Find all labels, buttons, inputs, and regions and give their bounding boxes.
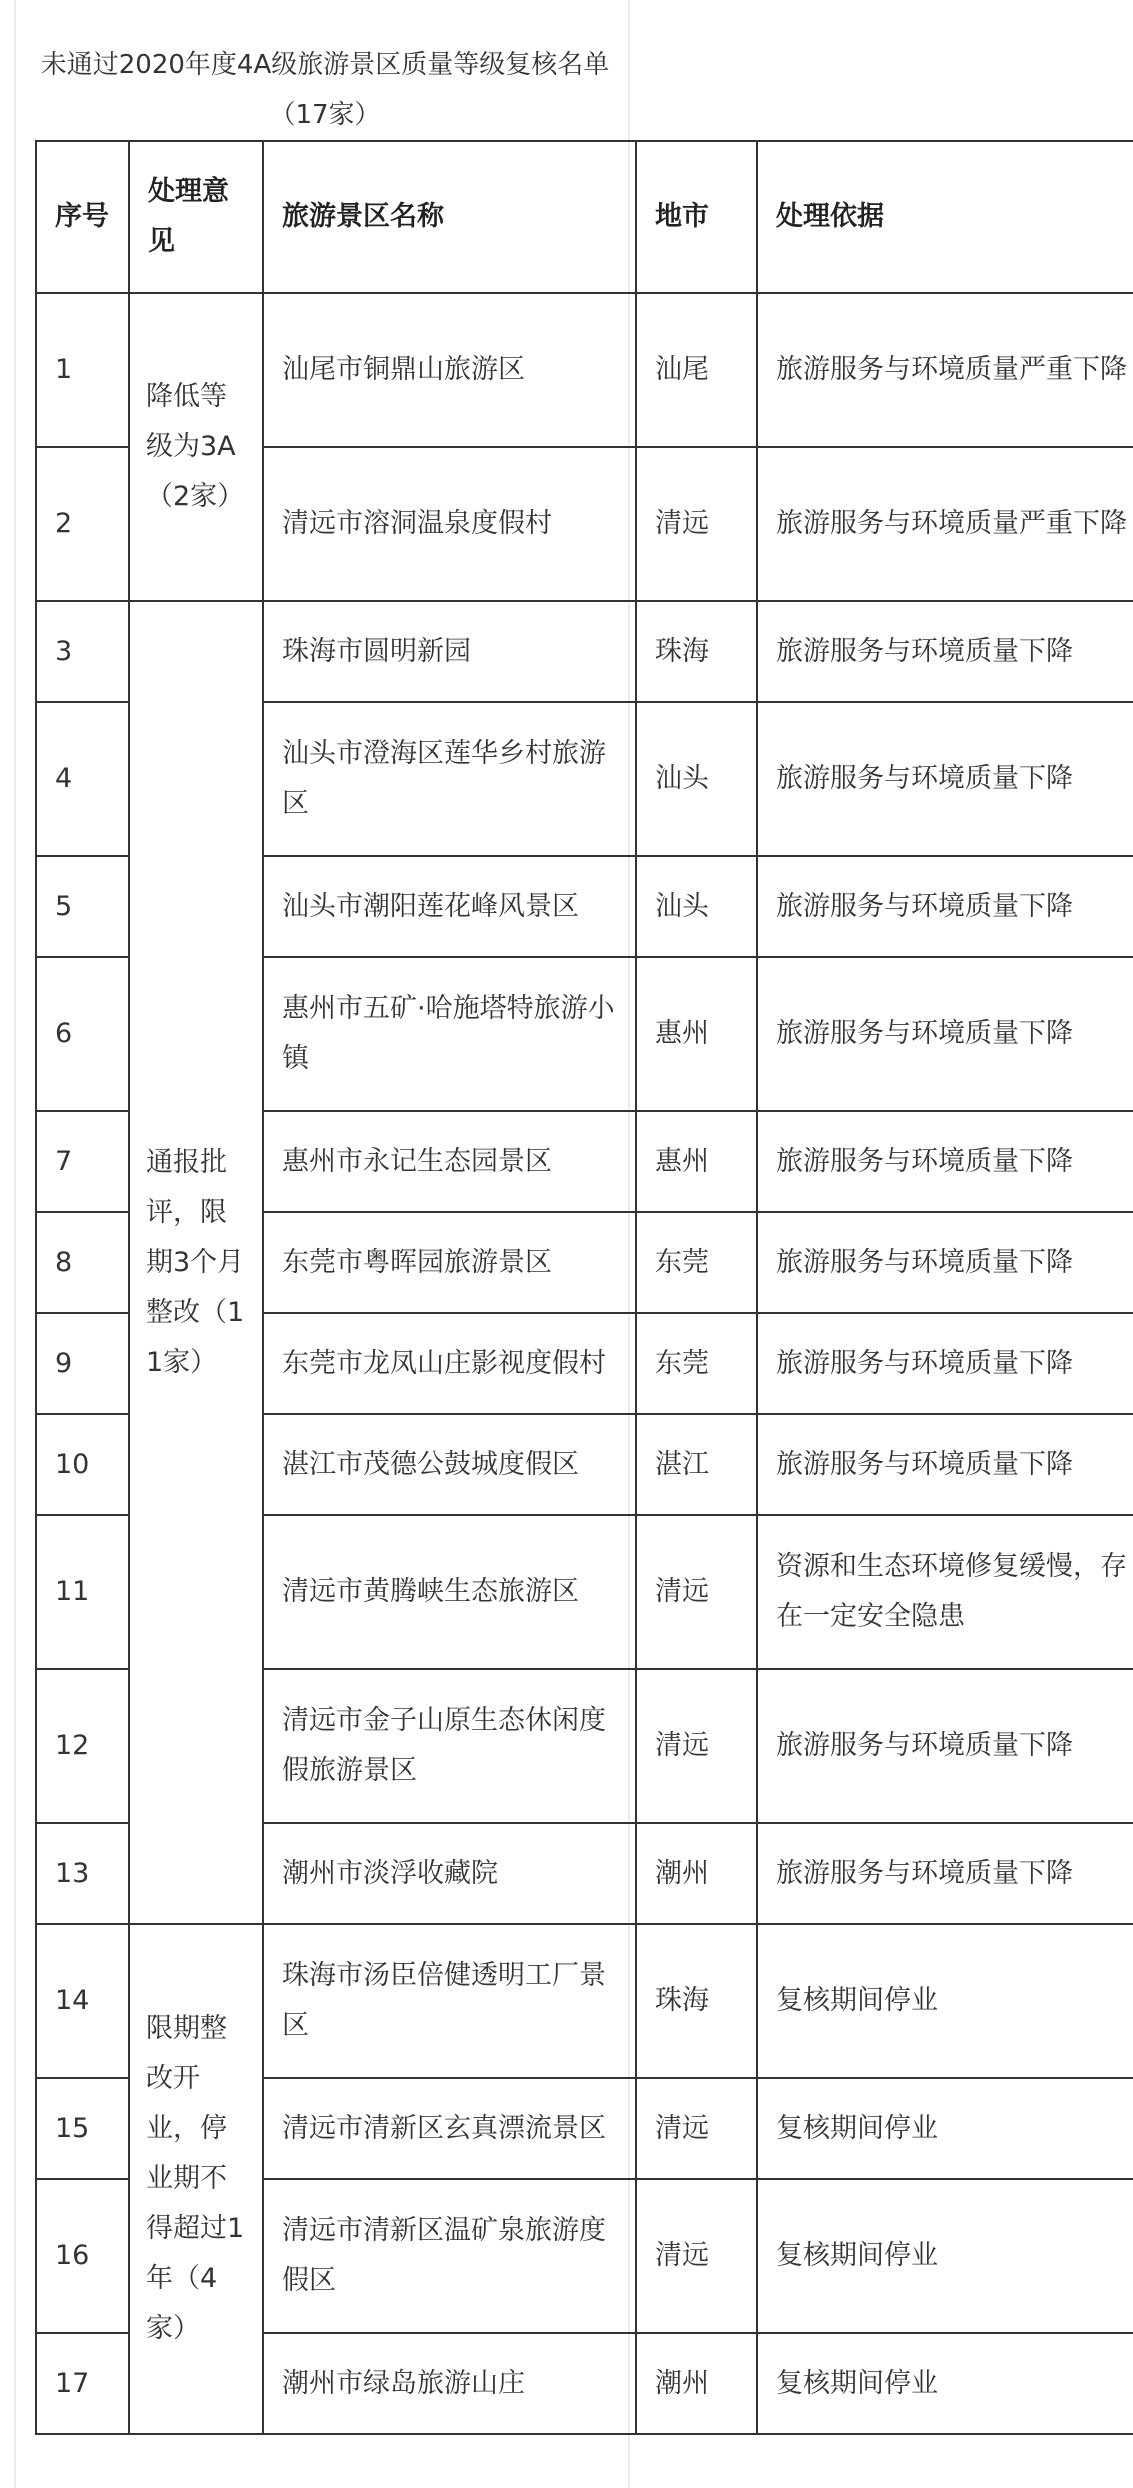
row-basis: 旅游服务与环境质量下降 <box>757 856 1133 957</box>
row-basis: 旅游服务与环境质量下降 <box>757 1669 1133 1823</box>
row-seq: 14 <box>36 1924 129 2078</box>
row-basis: 复核期间停业 <box>757 1924 1133 2078</box>
row-name: 潮州市淡浮收藏院 <box>263 1823 636 1924</box>
header-seq: 序号 <box>36 141 129 293</box>
row-basis: 复核期间停业 <box>757 2078 1133 2179</box>
row-seq: 6 <box>36 957 129 1111</box>
row-city: 汕头 <box>636 856 757 957</box>
left-divider <box>14 0 16 2488</box>
group-opinion: 降低等级为3A（2家） <box>129 293 263 601</box>
row-seq: 3 <box>36 601 129 702</box>
row-seq: 11 <box>36 1515 129 1669</box>
group-opinion: 通报批评，限期3个月整改（11家） <box>129 601 263 1924</box>
row-basis: 复核期间停业 <box>757 2333 1133 2434</box>
row-seq: 13 <box>36 1823 129 1924</box>
row-name: 惠州市永记生态园景区 <box>263 1111 636 1212</box>
row-name: 清远市金子山原生态休闲度假旅游景区 <box>263 1669 636 1823</box>
row-city: 惠州 <box>636 957 757 1111</box>
row-basis: 旅游服务与环境质量严重下降 <box>757 293 1133 447</box>
row-city: 珠海 <box>636 1924 757 2078</box>
row-name: 东莞市龙凤山庄影视度假村 <box>263 1313 636 1414</box>
row-seq: 5 <box>36 856 129 957</box>
row-seq: 17 <box>36 2333 129 2434</box>
row-city: 清远 <box>636 2078 757 2179</box>
row-seq: 2 <box>36 447 129 601</box>
row-name: 汕头市澄海区莲华乡村旅游区 <box>263 702 636 856</box>
row-city: 潮州 <box>636 1823 757 1924</box>
header-name: 旅游景区名称 <box>263 141 636 293</box>
row-basis: 旅游服务与环境质量下降 <box>757 702 1133 856</box>
header-basis: 处理依据 <box>757 141 1133 293</box>
row-name: 清远市溶洞温泉度假村 <box>263 447 636 601</box>
row-basis: 旅游服务与环境质量严重下降 <box>757 447 1133 601</box>
table-header-row <box>36 141 1133 293</box>
row-seq: 4 <box>36 702 129 856</box>
row-city: 清远 <box>636 447 757 601</box>
row-basis: 复核期间停业 <box>757 2179 1133 2333</box>
row-basis: 旅游服务与环境质量下降 <box>757 1212 1133 1313</box>
row-city: 珠海 <box>636 601 757 702</box>
row-name: 湛江市茂德公鼓城度假区 <box>263 1414 636 1515</box>
row-seq: 12 <box>36 1669 129 1823</box>
row-city: 汕头 <box>636 702 757 856</box>
row-seq: 9 <box>36 1313 129 1414</box>
row-name: 清远市清新区温矿泉旅游度假区 <box>263 2179 636 2333</box>
row-basis: 旅游服务与环境质量下降 <box>757 1111 1133 1212</box>
row-basis: 旅游服务与环境质量下降 <box>757 1313 1133 1414</box>
scenic-area-table <box>35 140 1133 2435</box>
row-name: 汕头市潮阳莲花峰风景区 <box>263 856 636 957</box>
row-basis: 资源和生态环境修复缓慢，存在一定安全隐患 <box>757 1515 1133 1669</box>
row-seq: 15 <box>36 2078 129 2179</box>
row-city: 清远 <box>636 1669 757 1823</box>
row-name: 珠海市汤臣倍健透明工厂景区 <box>263 1924 636 2078</box>
header-city: 地市 <box>636 141 757 293</box>
row-seq: 1 <box>36 293 129 447</box>
row-name: 珠海市圆明新园 <box>263 601 636 702</box>
row-city: 惠州 <box>636 1111 757 1212</box>
table-row <box>36 293 1133 447</box>
table-row <box>36 1924 1133 2078</box>
row-name: 东莞市粤晖园旅游景区 <box>263 1212 636 1313</box>
row-name: 潮州市绿岛旅游山庄 <box>263 2333 636 2434</box>
row-name: 清远市黄腾峡生态旅游区 <box>263 1515 636 1669</box>
row-name: 惠州市五矿·哈施塔特旅游小镇 <box>263 957 636 1111</box>
row-seq: 8 <box>36 1212 129 1313</box>
group-opinion: 限期整改开业，停业期不得超过1年（4家） <box>129 1924 263 2434</box>
row-city: 东莞 <box>636 1313 757 1414</box>
row-city: 潮州 <box>636 2333 757 2434</box>
row-seq: 16 <box>36 2179 129 2333</box>
row-city: 汕尾 <box>636 293 757 447</box>
header-opinion: 处理意见 <box>129 141 263 293</box>
row-city: 清远 <box>636 1515 757 1669</box>
row-basis: 旅游服务与环境质量下降 <box>757 1823 1133 1924</box>
row-city: 清远 <box>636 2179 757 2333</box>
table-row <box>36 601 1133 702</box>
row-name: 清远市清新区玄真漂流景区 <box>263 2078 636 2179</box>
row-basis: 旅游服务与环境质量下降 <box>757 957 1133 1111</box>
row-basis: 旅游服务与环境质量下降 <box>757 601 1133 702</box>
row-name: 汕尾市铜鼎山旅游区 <box>263 293 636 447</box>
row-seq: 7 <box>36 1111 129 1212</box>
row-city: 东莞 <box>636 1212 757 1313</box>
page-title: 未通过2020年度4A级旅游景区质量等级复核名单（17家） <box>40 50 610 130</box>
row-city: 湛江 <box>636 1414 757 1515</box>
row-seq: 10 <box>36 1414 129 1515</box>
row-basis: 旅游服务与环境质量下降 <box>757 1414 1133 1515</box>
